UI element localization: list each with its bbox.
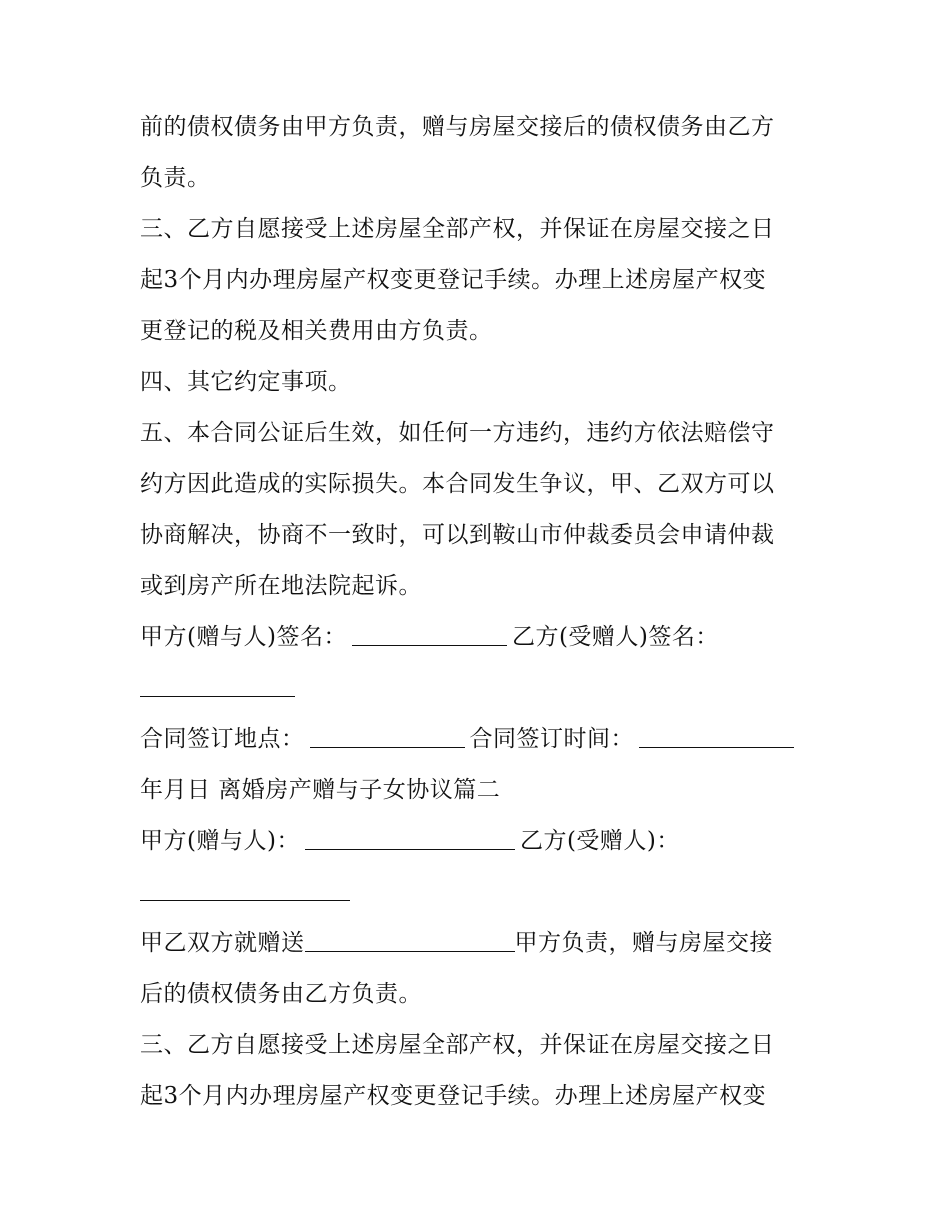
body-line: 三、乙方自愿接受上述房屋全部产权，并保证在房屋交接之日 bbox=[140, 1032, 775, 1058]
body-line: 后的债权债务由乙方负责。 bbox=[140, 981, 422, 1007]
body-line: 或到房产所在地法院起诉。 bbox=[140, 573, 422, 599]
body-line: 协商解决，协商不一致时，可以到鞍山市仲裁委员会申请仲裁 bbox=[140, 522, 775, 548]
party-a-signature-blank[interactable] bbox=[352, 623, 507, 646]
signing-time-blank[interactable] bbox=[639, 725, 794, 748]
signature-line-1-continued bbox=[140, 663, 820, 714]
signing-place-label: 合同签订地点： bbox=[140, 726, 305, 752]
party-b-signature-blank[interactable] bbox=[140, 674, 295, 697]
gift-text-after: 甲方负责，赠与房屋交接 bbox=[514, 930, 773, 956]
body-line: 起3个月内办理房屋产权变更登记手续。办理上述房屋产权变 bbox=[140, 267, 767, 293]
party-b-blank[interactable] bbox=[140, 878, 350, 901]
body-line: 三、乙方自愿接受上述房屋全部产权，并保证在房屋交接之日 bbox=[140, 216, 775, 242]
signing-place-blank[interactable] bbox=[310, 725, 465, 748]
body-line: 前的债权债务由甲方负责，赠与房屋交接后的债权债务由乙方 bbox=[140, 114, 775, 140]
signature-line-2 bbox=[140, 816, 820, 867]
party-a-label: 甲方(赠与人)： bbox=[140, 828, 300, 854]
party-b-signature-label: 乙方(受赠人)签名： bbox=[511, 624, 719, 650]
body-line: 约方因此造成的实际损失。本合同发生争议，甲、乙双方可以 bbox=[140, 471, 775, 497]
body-line: 负责。 bbox=[140, 165, 211, 191]
section-heading: 年月日 离婚房产赠与子女协议篇二 bbox=[140, 777, 501, 803]
document-page bbox=[140, 102, 820, 1122]
gift-item-blank[interactable] bbox=[305, 929, 515, 952]
body-line: 四、其它约定事项。 bbox=[140, 369, 352, 395]
party-a-signature-label: 甲方(赠与人)签名： bbox=[140, 624, 347, 650]
party-a-blank[interactable] bbox=[305, 827, 515, 850]
signature-line-1 bbox=[140, 612, 820, 663]
signature-line-2-continued bbox=[140, 867, 820, 918]
body-line: 更登记的税及相关费用由方负责。 bbox=[140, 318, 493, 344]
gift-text-before: 甲乙双方就赠送 bbox=[140, 930, 305, 956]
gift-line bbox=[140, 918, 820, 969]
signing-time-label: 合同签订时间： bbox=[469, 726, 634, 752]
place-time-line bbox=[140, 714, 820, 765]
body-line: 起3个月内办理房屋产权变更登记手续。办理上述房屋产权变 bbox=[140, 1083, 767, 1109]
party-b-label: 乙方(受赠人)： bbox=[519, 828, 680, 854]
body-line: 五、本合同公证后生效，如任何一方违约，违约方依法赔偿守 bbox=[140, 420, 775, 446]
